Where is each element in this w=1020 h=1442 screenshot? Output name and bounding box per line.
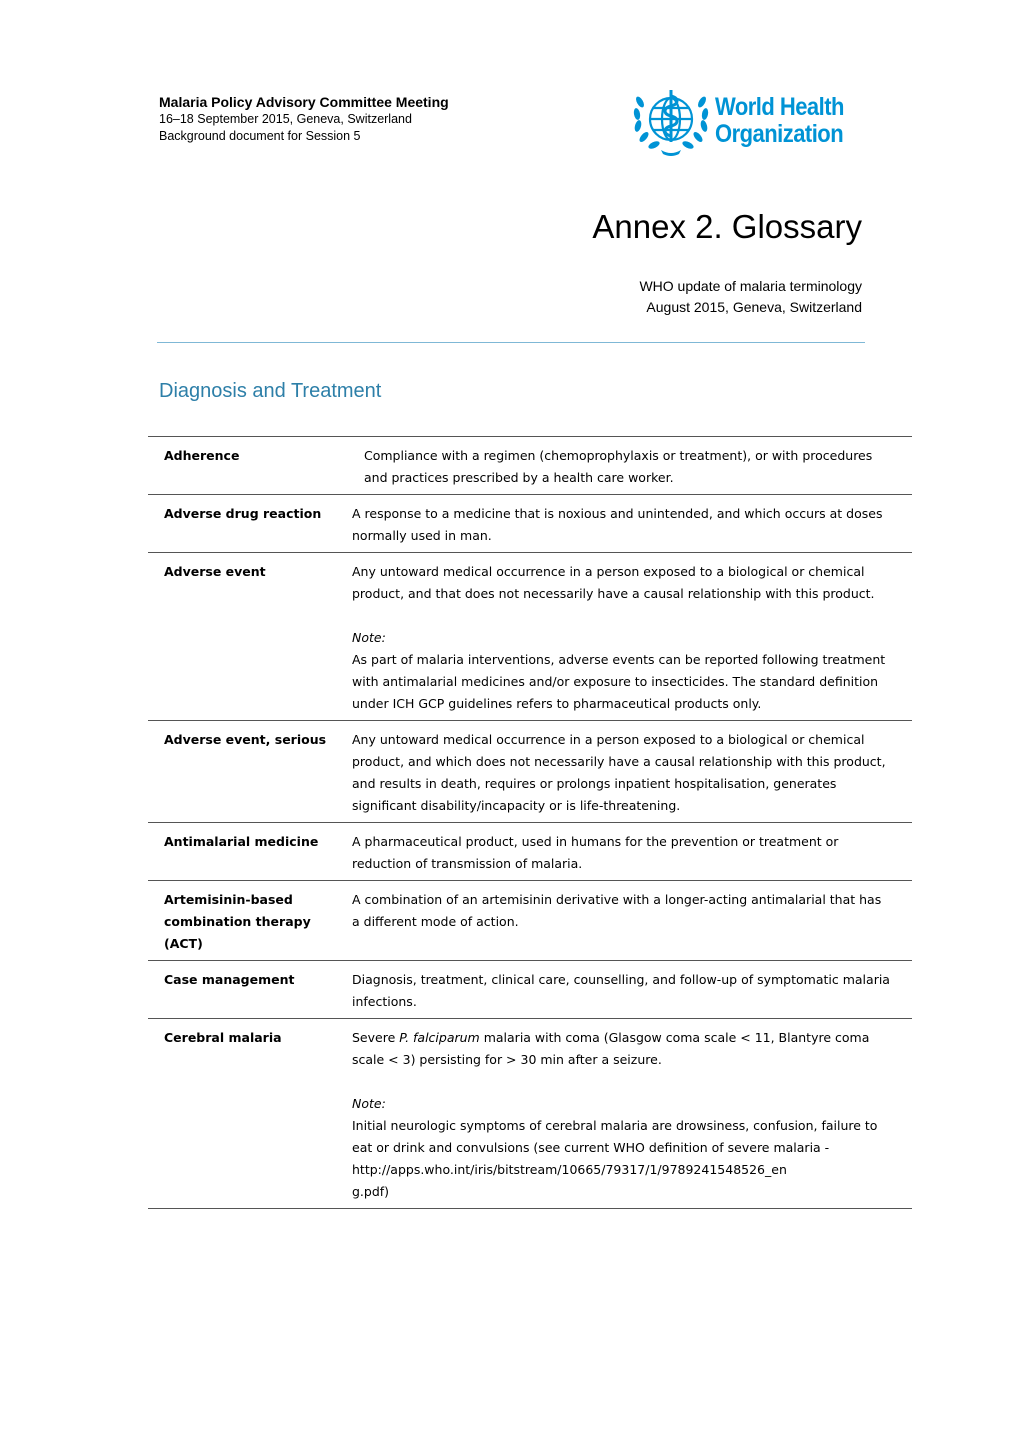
glossary-definition xyxy=(352,445,892,489)
meeting-title: Malaria Policy Advisory Committee Meeting xyxy=(159,94,449,110)
definition-text: Compliance with a regimen (chemoprophylaxis or treatment), or with procedures and practices prescribed by a health care worker. xyxy=(364,448,873,485)
glossary-definition xyxy=(352,831,892,875)
definition-text: Diagnosis, treatment, clinical care, counselling, and follow-up of symptomatic malaria infections. xyxy=(352,972,890,1009)
who-wordmark-line2: Organization xyxy=(715,120,844,148)
definition-text: A pharmaceutical product, used in humans for the prevention or treatment or reduction of transmission of malaria. xyxy=(352,834,839,871)
definition-text: Any untoward medical occurrence in a person exposed to a biological or chemical product, and that does not necessarily have a causal relationship with this product. xyxy=(352,564,875,601)
glossary-definition xyxy=(352,503,892,547)
glossary-row xyxy=(148,721,912,823)
glossary-row xyxy=(148,495,912,553)
glossary-term: Case management xyxy=(164,972,295,987)
glossary-term: Adverse event xyxy=(164,564,266,579)
glossary-term: Adverse event, serious xyxy=(164,732,327,747)
section-title: Diagnosis and Treatment xyxy=(159,380,382,402)
definition-text: Severe P. falciparum malaria with coma (Glasgow coma scale < 11, Blantyre coma scale < 3) persisting for > 30 min after a seizure. xyxy=(352,1030,870,1067)
who-logo xyxy=(631,84,871,160)
annex-subtitle xyxy=(639,276,862,318)
glossary-table xyxy=(148,436,912,1209)
definition-text: Any untoward medical occurrence in a person exposed to a biological or chemical product, and which does not necessarily have a causal relationship with this product, and results in death, requires or prolongs inpatient hospitalisation, generates significant disability/incapacity or is life-threatening. xyxy=(352,732,886,813)
annex-title: Annex 2. Glossary xyxy=(592,208,862,245)
header-divider xyxy=(157,342,865,343)
glossary-term: Adherence xyxy=(164,448,240,463)
glossary-row xyxy=(148,1019,912,1209)
glossary-row xyxy=(148,881,912,961)
glossary-term: Cerebral malaria xyxy=(164,1030,282,1045)
annex-subtitle-line2: August 2015, Geneva, Switzerland xyxy=(646,299,862,315)
glossary-term: Antimalarial medicine xyxy=(164,834,319,849)
glossary-definition xyxy=(352,729,892,817)
who-emblem-icon xyxy=(631,84,711,160)
glossary-term: Adverse drug reaction xyxy=(164,506,322,521)
glossary-definition xyxy=(352,1027,892,1203)
glossary-row xyxy=(148,823,912,881)
definition-text: A combination of an artemisinin derivative with a longer-acting antimalarial that has a different mode of action. xyxy=(352,892,882,929)
note-label: Note: xyxy=(352,1096,386,1111)
note-text: As part of malaria interventions, adverse events can be reported following treatment with antimalarial medicines and/or exposure to insecticides. The standard definition under ICH GCP guidelines refers to pharmaceutical products only. xyxy=(352,652,886,711)
annex-subtitle-line1: WHO update of malaria terminology xyxy=(639,278,862,294)
glossary-term: Artemisinin-based combination therapy (ACT) xyxy=(164,892,311,951)
reference-url-continued: g.pdf) xyxy=(352,1184,390,1199)
glossary-row xyxy=(148,437,912,495)
meeting-date-location: 16–18 September 2015, Geneva, Switzerland xyxy=(159,112,412,126)
document-header xyxy=(159,93,449,145)
note-label: Note: xyxy=(352,630,386,645)
who-wordmark-line1: World Health xyxy=(715,93,844,121)
reference-url: http://apps.who.int/iris/bitstream/10665/79317/1/9789241548526_en xyxy=(352,1162,787,1177)
who-wordmark xyxy=(715,94,844,148)
species-name: P. falciparum xyxy=(399,1030,480,1045)
glossary-definition xyxy=(352,561,892,715)
definition-text: A response to a medicine that is noxious and unintended, and which occurs at doses normally used in man. xyxy=(352,506,883,543)
meeting-session: Background document for Session 5 xyxy=(159,129,361,143)
glossary-row xyxy=(148,553,912,721)
note-text: Initial neurologic symptoms of cerebral malaria are drowsiness, confusion, failure to eat or drink and convulsions (see current WHO definition of severe malaria - xyxy=(352,1118,878,1155)
glossary-definition xyxy=(352,969,892,1013)
glossary-row xyxy=(148,961,912,1019)
glossary-definition xyxy=(352,889,892,955)
